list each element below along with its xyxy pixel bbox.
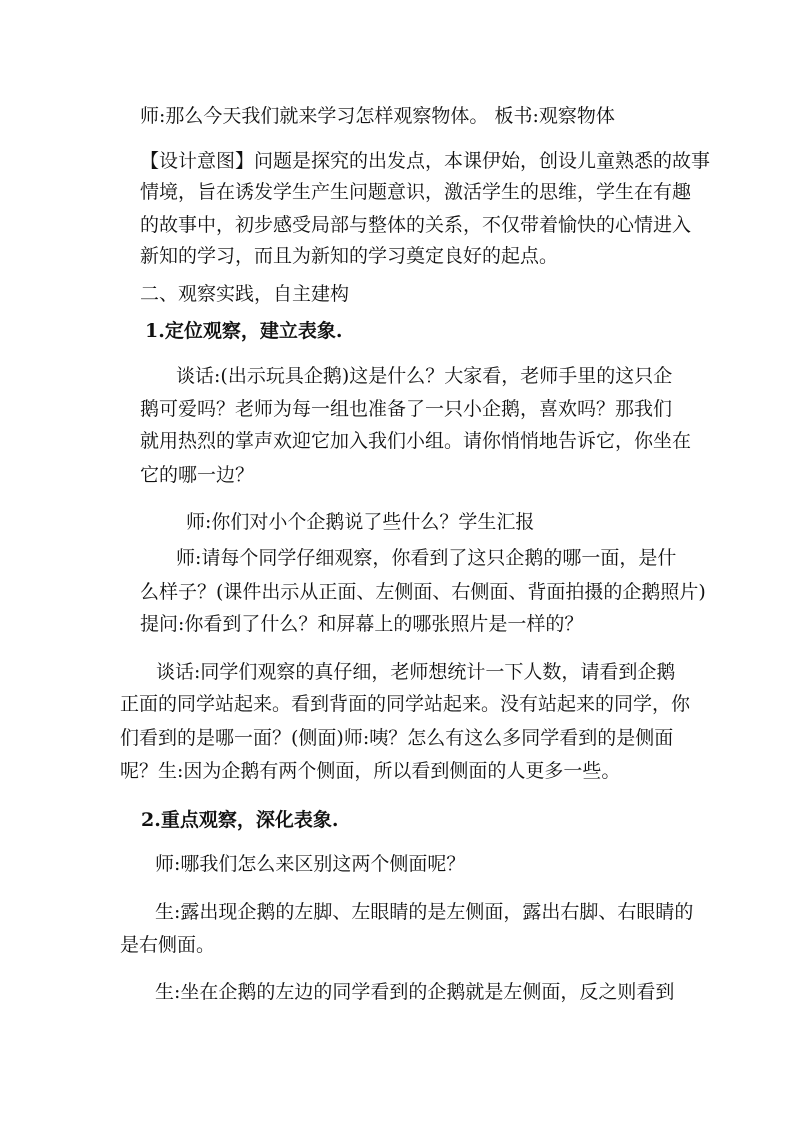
subsection-heading-1: 1.定位观察，建立表象. [145, 320, 343, 342]
text-line-3: 情境，旨在诱发学生产生问题意识，激活学生的思维，学生在有趣 [140, 181, 692, 203]
subsection-heading-2: 2.重点观察，深化表象. [141, 809, 339, 831]
section-heading: 二、观察实践，自主建构 [140, 283, 350, 305]
text-line-1: 师:那么今天我们就来学习怎样观察物体。 板书:观察物体 [140, 105, 615, 127]
text-line-21: 生:坐在企鹅的左边的同学看到的企鹅就是左侧面，反之则看到 [155, 981, 675, 1003]
text-line-16: 们看到的是哪一面？(侧面)师:咦？怎么有这么多同学看到的是侧面 [120, 727, 674, 749]
text-line-9: 它的哪一边？ [140, 464, 255, 486]
text-line-14: 谈话:同学们观察的真仔细，老师想统计一下人数，请看到企鹅 [156, 661, 676, 683]
text-line-8: 就用热烈的掌声欢迎它加入我们小组。请你悄悄地告诉它，你坐在 [140, 430, 692, 452]
text-line-6: 谈话:(出示玩具企鹅)这是什么？大家看，老师手里的这只企 [176, 365, 673, 387]
text-line-5: 新知的学习，而且为新知的学习奠定良好的起点。 [140, 245, 559, 267]
text-line-4: 的故事中，初步感受局部与整体的关系，不仅带着愉快的心情进入 [140, 214, 692, 236]
text-line-10: 师:你们对小个企鹅说了些什么？学生汇报 [186, 511, 535, 533]
text-line-18: 师:哪我们怎么来区别这两个侧面呢？ [155, 853, 466, 875]
text-line-12: 么样子？(课件出示从正面、左侧面、右侧面、背面拍摄的企鹅照片) [140, 581, 706, 603]
text-line-19: 生:露出现企鹅的左脚、左眼睛的是左侧面，露出右脚、右眼睛的 [155, 901, 694, 923]
text-line-17: 呢？生:因为企鹅有两个侧面，所以看到侧面的人更多一些。 [120, 760, 621, 782]
text-line-7: 鹅可爱吗？老师为每一组也准备了一只小企鹅，喜欢吗？那我们 [140, 398, 673, 420]
text-line-15: 正面的同学站起来。看到背面的同学站起来。没有站起来的同学，你 [120, 693, 691, 715]
text-line-11: 师:请每个同学仔细观察，你看到了这只企鹅的哪一面，是什 [176, 547, 677, 569]
text-line-13: 提问:你看到了什么？和屏幕上的哪张照片是一样的？ [140, 613, 584, 635]
text-line-20: 是右侧面。 [120, 934, 216, 956]
text-line-2: 【设计意图】问题是探究的出发点，本课伊始，创设儿童熟悉的故事 [140, 150, 711, 172]
